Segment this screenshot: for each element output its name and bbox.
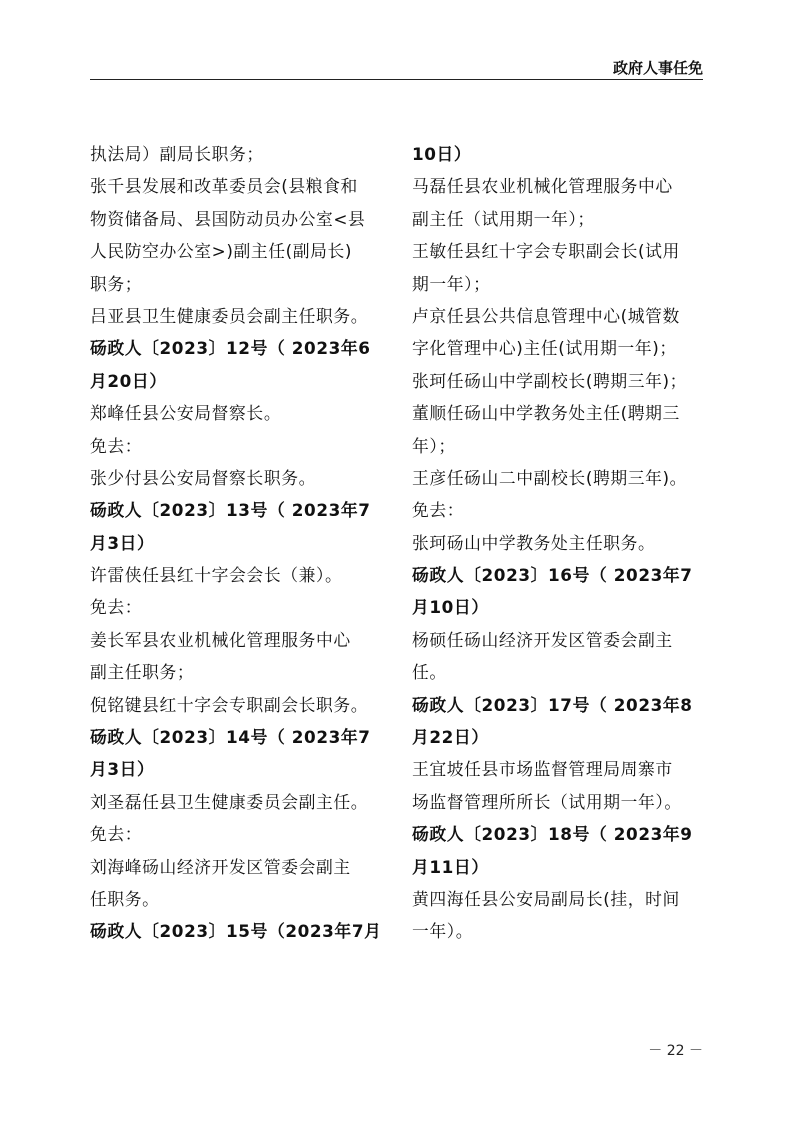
document-number-line: 月11日） — [412, 856, 489, 877]
text-line: 物资储备局、县国防动员办公室<县 — [90, 208, 366, 229]
text-line: 场监督管理所所长（试用期一年）。 — [412, 791, 682, 812]
text-line: 卢京任县公共信息管理中心(城管数 — [412, 305, 680, 326]
text-line: 任职务。 — [90, 888, 160, 909]
text-line: 副主任（试用期一年）； — [412, 208, 595, 229]
text-line: 王彦任砀山二中副校长(聘期三年)。 — [412, 467, 688, 488]
document-number-line: 10日） — [412, 144, 472, 164]
text-line: 任。 — [412, 662, 447, 683]
header-title: 政府人事任免 — [612, 59, 703, 77]
document-number-line: 月10日） — [412, 597, 489, 618]
right-column — [412, 138, 712, 948]
text-line: 免去： — [90, 435, 143, 456]
text-line: 免去： — [90, 824, 143, 845]
text-line: 张千县发展和改革委员会(县粮食和 — [90, 176, 358, 197]
text-line: 刘圣磊任县卫生健康委员会副主任。 — [90, 791, 369, 812]
text-line: 执法局）副局长职务； — [90, 144, 264, 164]
text-line: 职务； — [90, 273, 143, 294]
text-line: 人民防空办公室>)副主任(副局长) — [90, 241, 353, 262]
document-number-line: 月22日） — [412, 727, 489, 748]
text-line: 王宜坡任县市场监督管理局周寨市 — [412, 759, 673, 780]
page-number: － 22 － — [648, 1043, 703, 1059]
text-line: 郑峰任县公安局督察长。 — [90, 403, 282, 424]
text-line: 杨硕任砀山经济开发区管委会副主 — [412, 629, 673, 650]
text-line: 免去： — [412, 500, 465, 521]
text-line: 年）； — [412, 435, 456, 456]
text-line: 副主任职务； — [90, 662, 195, 683]
text-line: 黄四海任县公安局副局长(挂，时间 — [412, 888, 680, 909]
document-number-line: 砀政人〔2023〕17号（ 2023年8 — [412, 694, 693, 715]
text-line: 许雷侠任县红十字会会长（兼）。 — [90, 565, 343, 586]
text-line: 吕亚县卫生健康委员会副主任职务。 — [90, 305, 369, 326]
text-line: 字化管理中心)主任(试用期一年)； — [412, 338, 677, 359]
left-column — [90, 138, 390, 948]
document-number-line: 砀政人〔2023〕12号（ 2023年6 — [90, 338, 371, 359]
text-line: 刘海峰砀山经济开发区管委会副主 — [90, 856, 351, 877]
text-line: 马磊任县农业机械化管理服务中心 — [412, 176, 673, 197]
text-line: 张珂任砀山中学副校长(聘期三年)； — [412, 370, 688, 391]
text-line: 期一年）； — [412, 273, 491, 294]
document-number-line: 月3日） — [90, 759, 155, 780]
text-line: 姜长军县农业机械化管理服务中心 — [90, 629, 351, 650]
document-number-line: 砀政人〔2023〕15号（2023年7月 — [90, 921, 382, 942]
document-number-line: 砀政人〔2023〕18号（ 2023年9 — [412, 824, 693, 845]
text-line: 一年）。 — [412, 921, 474, 942]
text-line: 倪铭键县红十字会专职副会长职务。 — [90, 694, 369, 715]
header-rule — [90, 79, 703, 80]
text-line: 免去： — [90, 597, 143, 618]
text-line: 张少付县公安局督察长职务。 — [90, 467, 316, 488]
document-number-line: 砀政人〔2023〕14号（ 2023年7 — [90, 727, 371, 748]
document-number-line: 砀政人〔2023〕16号（ 2023年7 — [412, 565, 693, 586]
text-line: 董顺任砀山中学教务处主任(聘期三 — [412, 403, 680, 424]
text-line: 张珂砀山中学教务处主任职务。 — [412, 532, 656, 553]
document-number-line: 月20日） — [90, 370, 167, 391]
text-line: 王敏任县红十字会专职副会长(试用 — [412, 241, 680, 262]
document-number-line: 砀政人〔2023〕13号（ 2023年7 — [90, 500, 371, 521]
document-number-line: 月3日） — [90, 532, 155, 553]
